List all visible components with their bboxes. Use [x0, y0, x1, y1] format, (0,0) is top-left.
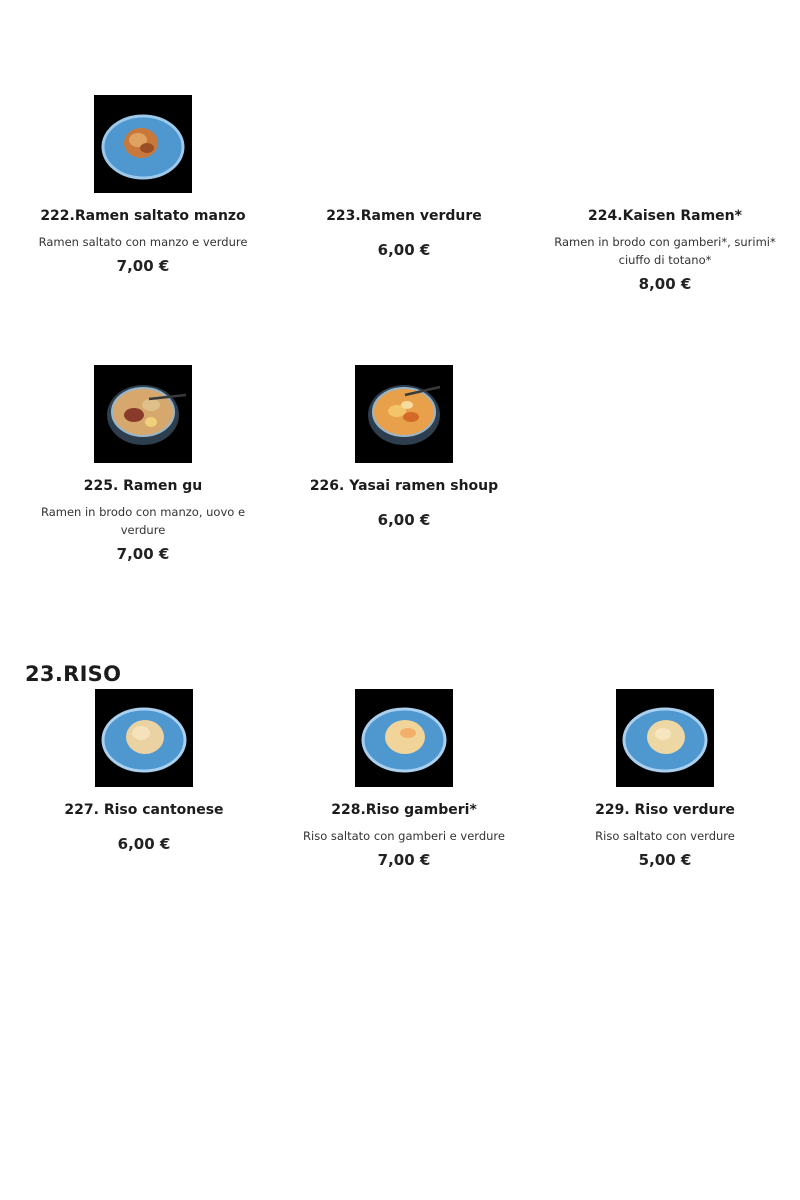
item-name: 224.Kaisen Ramen*	[588, 208, 742, 224]
item-price: 7,00 €	[116, 545, 170, 563]
item-name: 222.Ramen saltato manzo	[40, 208, 246, 224]
item-name: 225. Ramen gu	[83, 478, 203, 494]
item-description: Ramen in brodo con gamberi*, surimi* ciuffo di totano*	[554, 235, 776, 267]
item-description: Riso saltato con gamberi e verdure	[303, 829, 505, 843]
fried-rice-photo	[95, 689, 193, 787]
menu-item-228	[274, 689, 534, 869]
item-description: Riso saltato con verdure	[595, 829, 735, 843]
section-title-riso: 23.RISO	[25, 662, 122, 686]
item-description: Ramen in brodo con manzo, uovo e verdure	[40, 505, 246, 537]
menu-item-223	[274, 95, 534, 259]
vegetable-rice-photo	[616, 689, 714, 787]
item-name: 228.Riso gamberi*	[331, 802, 477, 818]
menu-item-222	[13, 95, 273, 275]
photo-placeholder	[355, 95, 453, 193]
item-name: 229. Riso verdure	[595, 802, 735, 818]
item-name: 227. Riso cantonese	[64, 802, 224, 818]
item-price: 8,00 €	[638, 275, 692, 293]
item-price: 6,00 €	[117, 835, 171, 853]
item-price: 6,00 €	[377, 241, 431, 259]
shrimp-rice-photo	[355, 689, 453, 787]
menu-item-224	[535, 95, 795, 293]
fried-noodles-photo	[94, 95, 192, 193]
item-name: 223.Ramen verdure	[326, 208, 482, 224]
photo-placeholder	[616, 95, 714, 193]
ramen-soup-photo	[94, 365, 192, 463]
item-price: 7,00 €	[377, 851, 431, 869]
vegetable-ramen-photo	[355, 365, 453, 463]
menu-item-225	[13, 365, 273, 563]
item-name: 226. Yasai ramen shoup	[309, 478, 499, 494]
item-price: 6,00 €	[377, 511, 431, 529]
item-price: 7,00 €	[116, 257, 170, 275]
menu-item-229	[535, 689, 795, 869]
menu-item-227	[14, 689, 274, 853]
item-description: Ramen saltato con manzo e verdure	[38, 235, 248, 249]
menu-item-226	[274, 365, 534, 529]
item-price: 5,00 €	[638, 851, 692, 869]
